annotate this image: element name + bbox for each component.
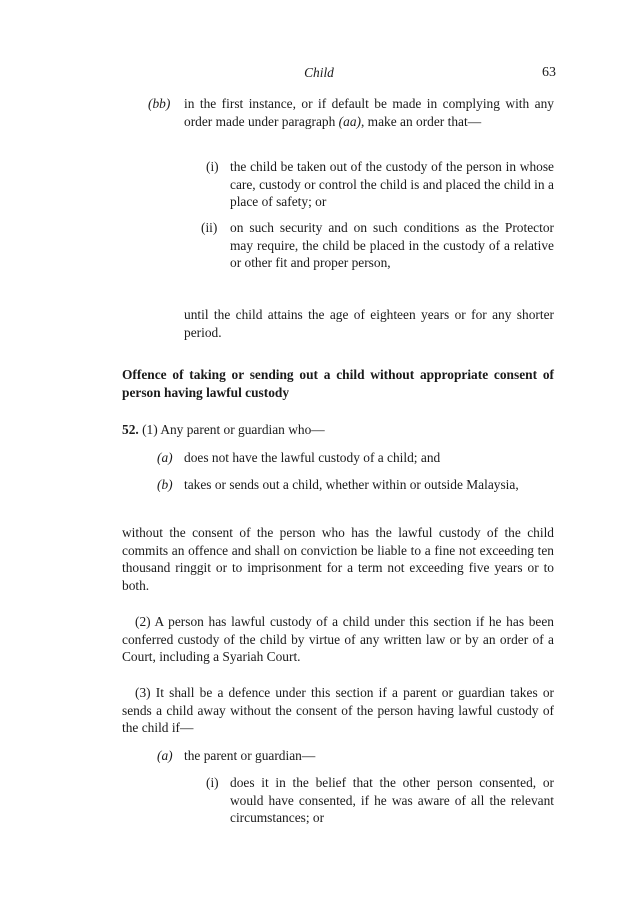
para-bb-text [184,95,554,130]
s52-1-tail: without the consent of the person who has the lawful custody of the child commits an offence and shall on conviction be liable to a fine not exceeding ten thousand ringgit or to imprisonment for a term not exceeding five years or to both. [122,525,554,593]
section-number: 52. [122,422,139,437]
para-bb-ii-text: on such security and on such conditions as the Protector may require, the child be placed in the custody of a relative or other fit and proper person, [230,220,554,270]
section-heading: Offence of taking or sending out a child without appropriate consent of person having lawful custody [122,367,554,400]
s52-b-text: takes or sends out a child, whether within or outside Malaysia, [184,477,519,492]
s52-3-a-label: (a) [157,748,173,763]
header-title: Child [304,65,334,80]
para-bb-i-label: (i) [206,159,219,174]
section-52-intro-text: (1) Any parent or guardian who— [138,422,325,437]
para-bb-ref: (aa) [338,113,361,129]
para-bb-text-b: , make an order that— [360,113,482,129]
s52-subsection-3: (3) It shall be a defence under this section if a parent or guardian takes or sends a child away without the consent of the person having lawful custody of the child if— [122,685,554,735]
s52-b-label: (b) [157,477,173,492]
s52-3-a-text: the parent or guardian— [184,748,316,763]
para-bb-label: (bb) [148,96,171,111]
para-bb-text-a: in the first instance, or if default be made in complying with any order made under paragraph [184,96,554,129]
para-bb-tail: until the child attains the age of eighteen years or for any shorter period. [184,307,554,340]
para-bb-i-text: the child be taken out of the custody of the person in whose care, custody or control the child is and placed the child in a place of safety; or [230,159,554,209]
s52-3-a-i-text: does it in the belief that the other person consented, or would have consented, if he was aware of all the relevant circumstances; or [230,775,554,825]
s52-a-label: (a) [157,450,173,465]
page-number: 63 [542,65,556,80]
s52-3-a-i-label: (i) [206,775,219,790]
section-52-intro [122,421,554,439]
para-bb-ii-label: (ii) [201,220,218,235]
s52-subsection-2: (2) A person has lawful custody of a child under this section if he has been conferred custody of the child by virtue of any written law or by an order of a Court, including a Syariah Court. [122,614,554,664]
s52-a-text: does not have the lawful custody of a child; and [184,450,441,465]
